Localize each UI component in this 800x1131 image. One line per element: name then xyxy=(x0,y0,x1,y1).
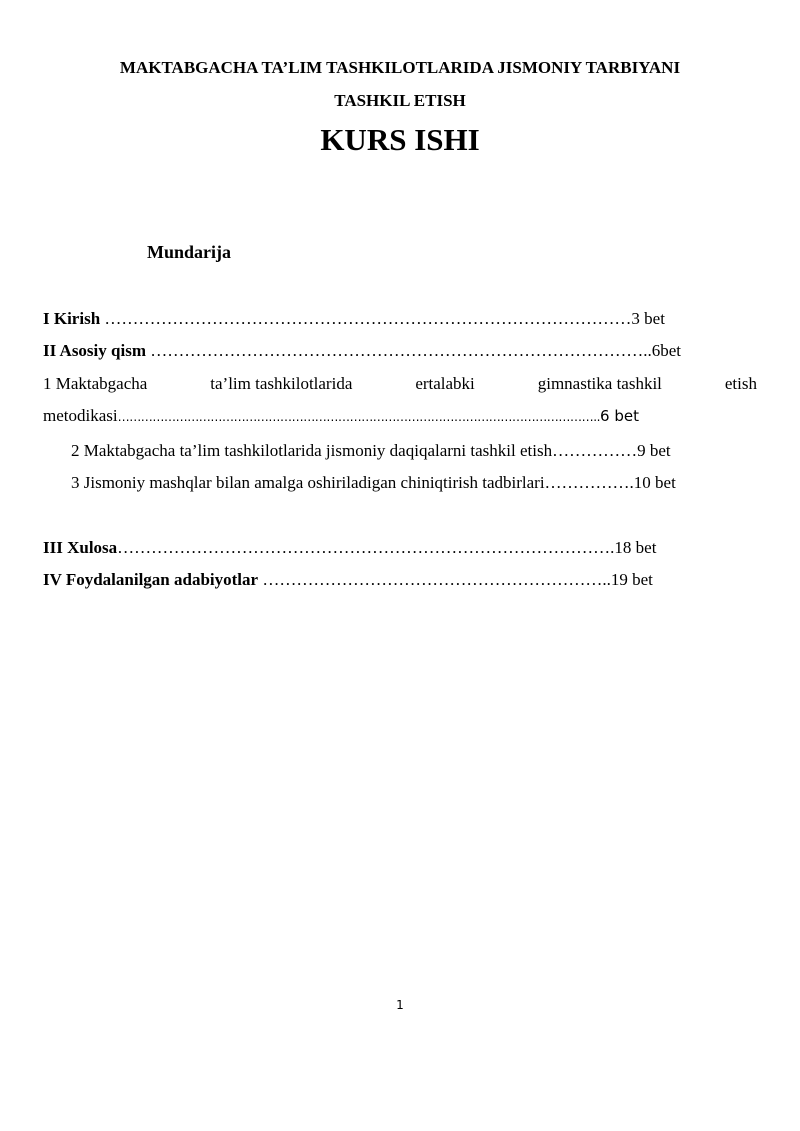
course-work-label: KURS ISHI xyxy=(320,122,480,157)
toc-page: 3 bet xyxy=(631,309,665,328)
toc-entry-label: II Asosiy qism xyxy=(43,341,146,360)
toc-page: 9 bet xyxy=(637,441,671,460)
document-title-line-1: MAKTABGACHA TA’LIM TASHKILOTLARIDA JISMONIY TARBIYANI xyxy=(119,58,681,77)
toc-entry-section-3 xyxy=(71,472,676,494)
toc-entry-text: metodikasi xyxy=(43,406,118,425)
toc-entry-conclusion xyxy=(43,537,656,559)
toc-entry-label: IV Foydalanilgan adabiyotlar xyxy=(43,570,259,589)
toc-entry-section-1-line-2 xyxy=(43,405,639,428)
toc-entry-references xyxy=(43,569,653,591)
contents-heading: Mundarija xyxy=(147,242,232,262)
toc-leader: …………………………………………………………………………………………………………….. xyxy=(117,410,601,424)
toc-word: etish xyxy=(724,374,757,393)
toc-entry-introduction xyxy=(43,308,665,330)
toc-entry-label: III Xulosa xyxy=(43,538,118,557)
toc-page: 19 bet xyxy=(610,570,653,589)
toc-entry-section-2 xyxy=(71,440,671,462)
toc-word: ta’lim tashkilotlarida xyxy=(210,374,353,393)
document-title-line-2: TASHKIL ETISH xyxy=(334,91,466,110)
toc-page: 18 bet xyxy=(614,538,657,557)
toc-entry-text: 2 Maktabgacha ta’lim tashkilotlarida jismoniy daqiqalarni tashkil etish xyxy=(71,441,553,460)
toc-leader: …………………………………………………….. xyxy=(258,570,611,589)
page-number: 1 xyxy=(396,998,404,1012)
toc-leader: …………… xyxy=(552,441,638,460)
toc-word: 1 Maktabgacha xyxy=(43,374,148,393)
toc-entry-label: I Kirish xyxy=(43,309,101,328)
toc-leader: ……………………………………………………………………………. xyxy=(117,538,615,557)
toc-entry-text: 3 Jismoniy mashqlar bilan amalga oshiriladigan chiniqtirish tadbirlari xyxy=(71,473,545,492)
toc-word: ertalabki xyxy=(415,374,475,393)
toc-page: 6 bet xyxy=(600,407,639,425)
toc-page: 10 bet xyxy=(633,473,676,492)
toc-leader: …………………………………………………………………………….. xyxy=(145,341,652,360)
toc-entry-section-1-line-1 xyxy=(43,373,757,395)
toc-word: gimnastika tashkil xyxy=(537,374,662,393)
toc-leader: ……………. xyxy=(544,473,634,492)
toc-leader: ………………………………………………………………………………… xyxy=(100,309,632,328)
toc-page: 6bet xyxy=(651,341,682,360)
toc-entry-main-part xyxy=(43,340,681,362)
